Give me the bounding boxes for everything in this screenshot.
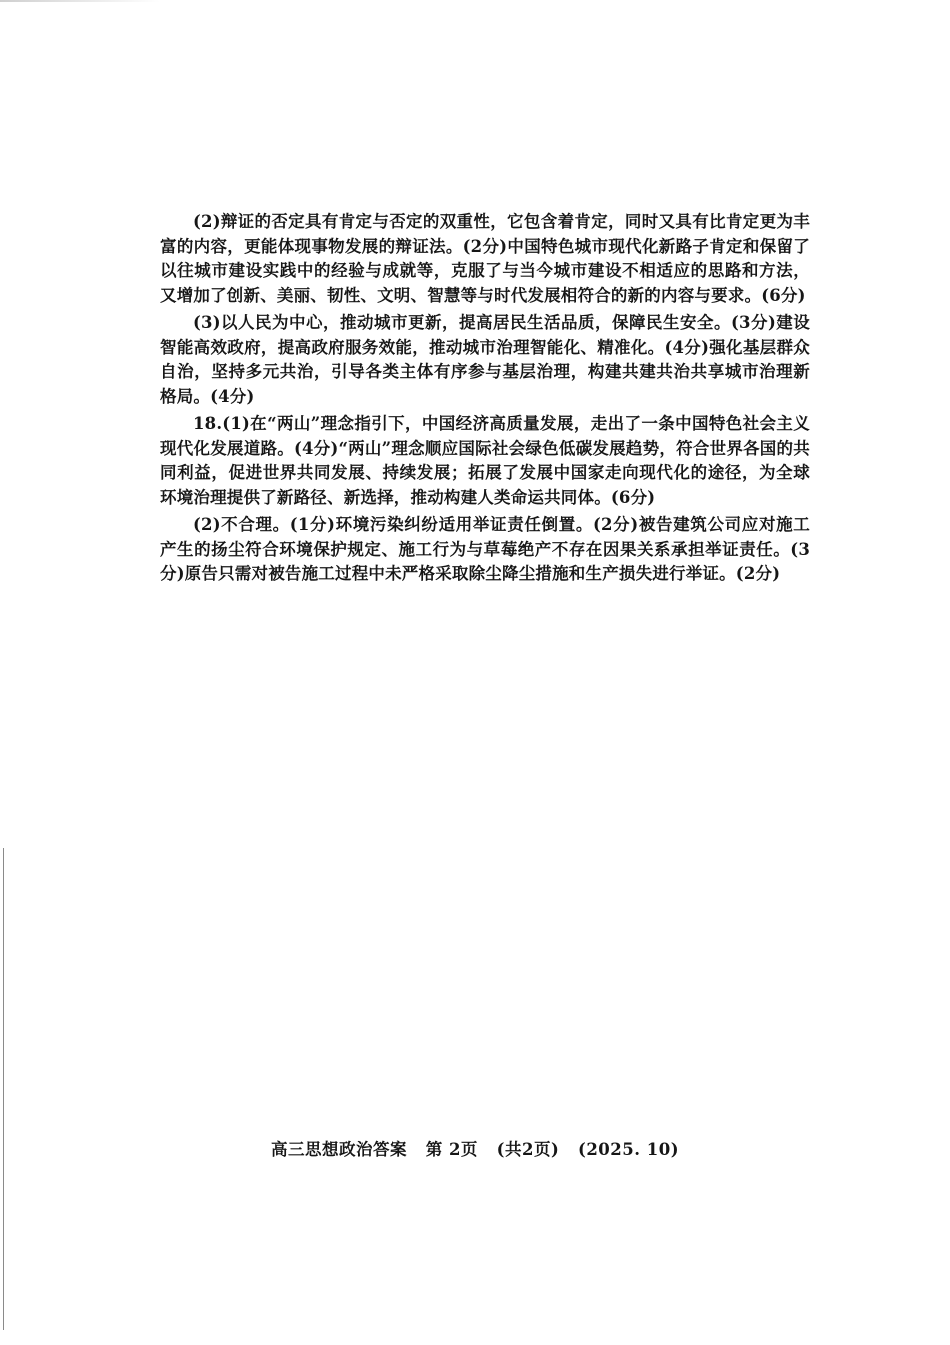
footer-title: 高三思想政治答案 bbox=[270, 1140, 407, 1159]
page-footer bbox=[0, 1136, 950, 1160]
answer-q18-part2: (2)不合理。(1分)环境污染纠纷适用举证责任倒置。(2分)被告建筑公司应对施工产生的扬尘符合环境保护规定、施工行为与草莓绝产不存在因果关系承担举证责任。(3分)原告只需对被告施工过程中未严格采取除尘降尘措施和生产损失进行举证。(2分) bbox=[160, 515, 810, 583]
answer-body bbox=[160, 210, 810, 590]
answer-q17-part2: (2)辩证的否定具有肯定与否定的双重性，它包含着肯定，同时又具有比肯定更为丰富的内容，更能体现事物发展的辩证法。(2分)中国特色城市现代化新路子肯定和保留了以往城市建设实践中的经验与成就等，克服了与当今城市建设不相适应的思路和方法，又增加了创新、美丽、韧性、文明、智慧等与时代发展相符合的新的内容与要求。(6分) bbox=[160, 212, 810, 305]
footer-total: (共2页) bbox=[496, 1140, 560, 1159]
answer-q17-part3: (3)以人民为中心，推动城市更新，提高居民生活品质，保障民生安全。(3分)建设智能高效政府，提高政府服务效能，推动城市治理智能化、精准化。(4分)强化基层群众自治，坚持多元共治，引导各类主体有序参与基层治理，构建共建共治共享城市治理新格局。(4分) bbox=[160, 313, 810, 406]
footer-date: (2025. 10) bbox=[578, 1140, 680, 1159]
answer-q18-part1: 18.(1)在“两山”理念指引下，中国经济高质量发展，走出了一条中国特色社会主义现代化发展道路。(4分)“两山”理念顺应国际社会绿色低碳发展趋势，符合世界各国的共同利益，促进世界共同发展、持续发展；拓展了发展中国家走向现代化的途径，为全球环境治理提供了新路径、新选择，推动构建人类命运共同体。(6分) bbox=[160, 414, 810, 507]
scan-edge-top bbox=[0, 0, 160, 2]
scan-edge-left bbox=[3, 848, 4, 1330]
footer-page: 第 2页 bbox=[425, 1140, 478, 1159]
